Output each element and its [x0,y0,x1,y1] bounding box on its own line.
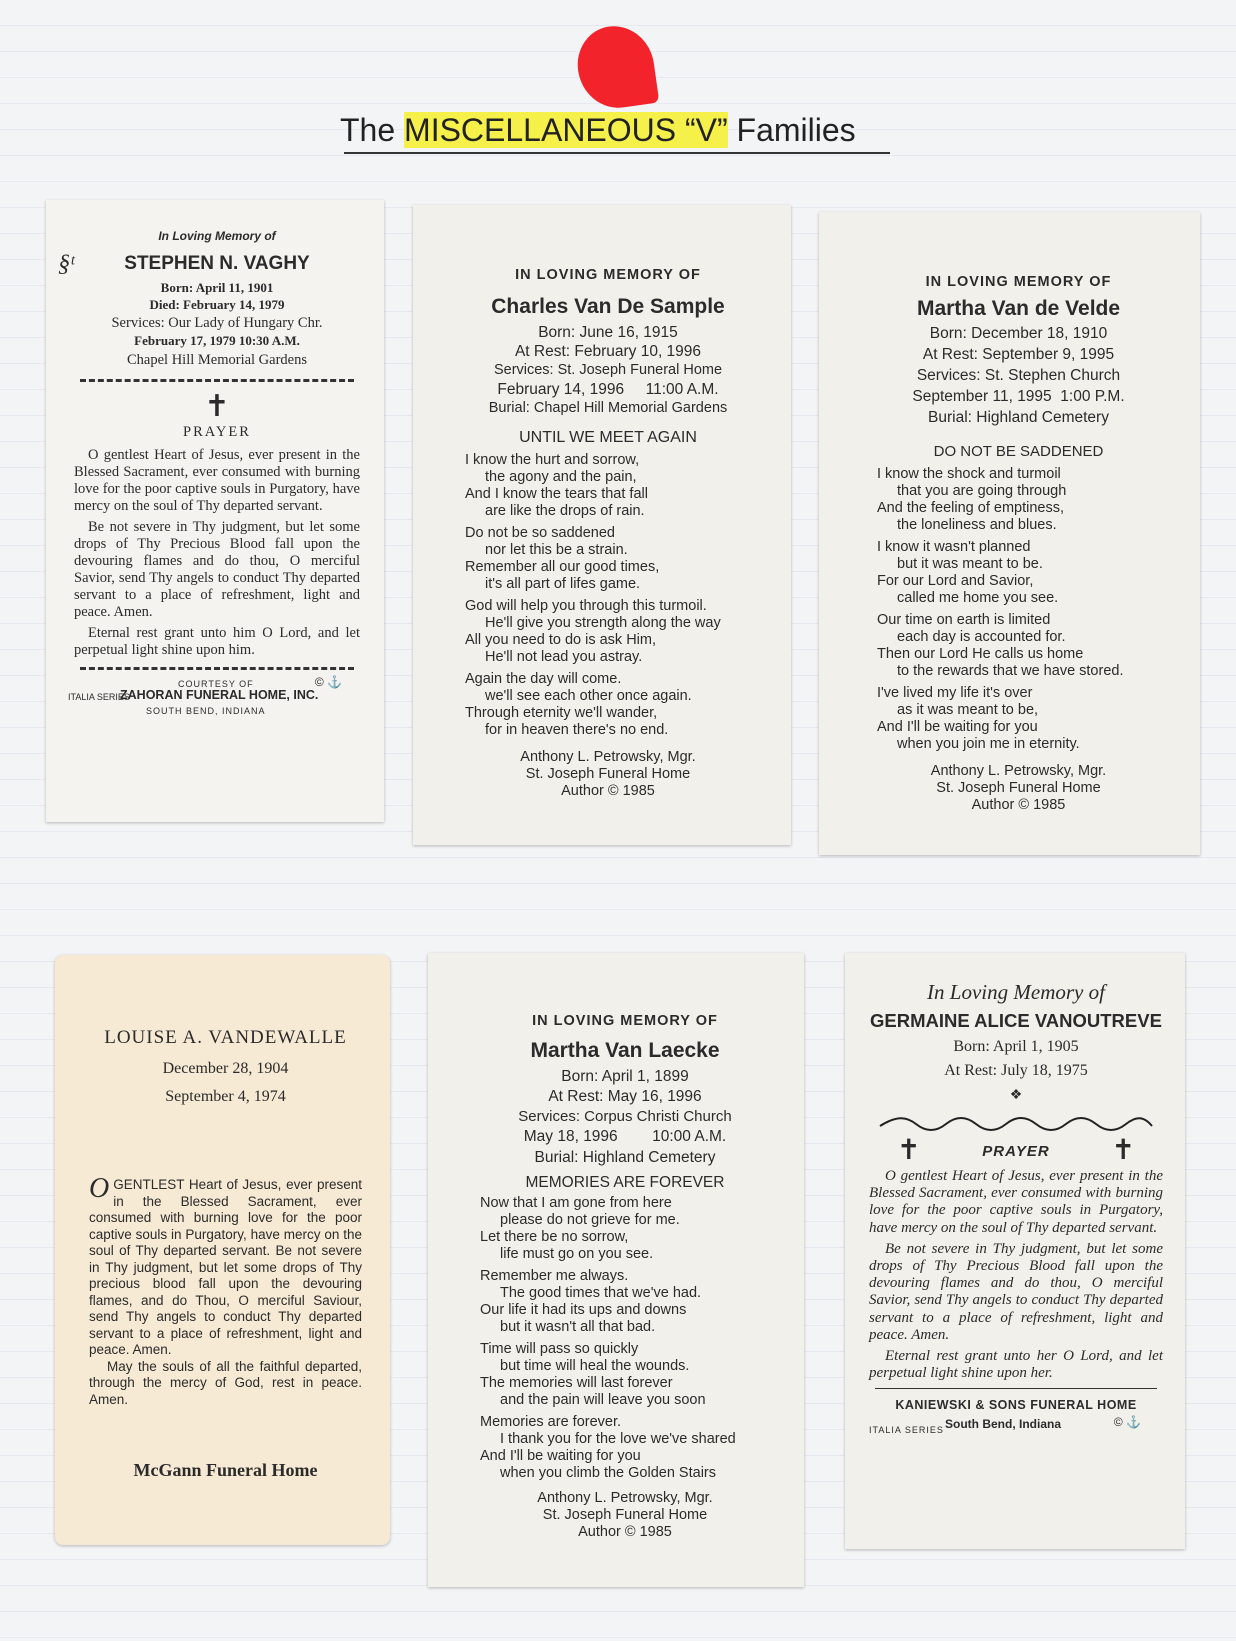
prayer-paragraph: Eternal rest grant unto him O Lord, and let perpetual light shine upon him. [74,625,360,658]
deceased-name: Charles Van De Sample [491,295,725,318]
prayer-title: PRAYER [982,1142,1050,1160]
poem-line: I know the hurt and sorrow, [465,452,640,468]
dashed-divider [80,379,354,382]
poem-stanza [877,466,1160,534]
poem-stanza [465,525,751,593]
deceased-name: LOUISE A. VANDEWALLE [104,1027,347,1048]
poem-stanza [877,539,1160,607]
services: Services: St. Joseph Funeral Home [493,362,723,378]
service-time: May 18, 1996 10:00 A.M. [523,1128,727,1145]
divider-line [875,1388,1157,1389]
poem-stanza [877,685,1160,753]
memory-heading: In Loving Memory of [158,229,276,243]
prayer-paragraph: Be not severe in Thy judgment, but let some drops of Thy Precious Blood fall upon the devouring flames and do thou, O merciful Savior, send Thy angels to conduct Thy departed servant to a place of refreshment, light and peace. Amen. [74,519,360,620]
poem-title: UNTIL WE MEET AGAIN [519,429,697,446]
location: South Bend, Indiana [945,1417,1061,1432]
poem-line: please do not grieve for me. [500,1212,680,1228]
poem-line: and the pain will leave you soon [500,1392,706,1408]
poem-line: Let there be no sorrow, [480,1229,629,1245]
services: Services: Our Lady of Hungary Chr. [111,315,323,331]
rest-date: At Rest: February 10, 1996 [514,343,702,360]
service-time: September 11, 1995 1:00 P.M. [912,388,1125,405]
poem-line: each day is accounted for. [897,629,1066,645]
prayer-title: PRAYER [183,424,251,440]
burial: Burial: Highland Cemetery [928,409,1109,426]
poem-line: I know it wasn't planned [877,539,1031,555]
poem-line: Remember me always. [480,1268,629,1284]
cross-icon: ✝ [204,390,230,423]
location: SOUTH BEND, INDIANA [146,706,266,716]
memorial-card-van-laecke [428,953,804,1587]
deceased-name: Martha Van Laecke [530,1039,720,1062]
poem-stanza [465,671,751,739]
author: Anthony L. Petrowsky, Mgr. [930,763,1107,779]
poem-line: we'll see each other once again. [485,688,692,704]
poem-line: I thank you for the love we've shared [500,1431,736,1447]
author: Anthony L. Petrowsky, Mgr. [520,749,696,765]
died-date: September 4, 1974 [165,1088,286,1105]
poem-line: And I'll be waiting for you [480,1448,641,1464]
poem-line: to the rewards that we have stored. [897,663,1124,679]
title-underline [344,152,890,154]
deceased-name: STEPHEN N. VAGHY [124,253,310,274]
prayer-paragraph: Be not severe in Thy judgment, but let some drops of Thy Precious Blood fall upon the devouring flames and do thou, O merciful Savior, send Thy angels to conduct Thy departed servant to a place of refreshment, light and peace. Amen. [869,1240,1163,1343]
poem-stanza [480,1341,770,1409]
burial: Chapel Hill Memorial Gardens [127,352,307,368]
funeral-home: St. Joseph Funeral Home [525,766,691,782]
copyright: Author © 1985 [561,783,655,799]
born-date: Born: December 18, 1910 [929,325,1108,342]
poem-stanza [465,598,751,666]
poem-line: the loneliness and blues. [897,517,1057,533]
poem-line: He'll not lead you astray. [485,649,643,665]
title-highlight: MISCELLANEOUS “V” [404,112,728,148]
poem-line: Our time on earth is limited [877,612,1051,628]
burial: Burial: Highland Cemetery [534,1149,716,1166]
poem-line: God will help you through this turmoil. [465,598,707,614]
poem-line: but time will heal the wounds. [500,1358,690,1374]
born-date: December 28, 1904 [162,1060,289,1077]
poem-stanza [465,452,751,520]
poem-line: but it wasn't all that bad. [500,1319,656,1335]
born-date: Born: April 11, 1901 [160,280,274,295]
funeral-home: St. Joseph Funeral Home [542,1507,708,1523]
poem-line: Time will pass so quickly [480,1341,639,1357]
memory-heading: IN LOVING MEMORY OF [515,267,701,283]
service-time: February 14, 1996 11:00 A.M. [497,381,719,398]
poem-line: but it was meant to be. [897,556,1043,572]
poem-line: Memories are forever. [480,1414,622,1430]
poem-line: Then our Lord He calls us home [877,646,1084,662]
cross-icon: ✝ [897,1135,921,1166]
title-prefix: The [340,112,405,148]
born-date: Born: April 1, 1899 [561,1068,689,1085]
poem-line: For our Lord and Savior, [877,573,1034,589]
poem-line: The memories will last forever [480,1375,673,1391]
poem-line: when you climb the Golden Stairs [500,1465,716,1481]
memorial-card-vaghy [46,200,384,822]
cross-icon: ✝ [1111,1135,1135,1166]
poem-line: for in heaven there's no end. [485,722,669,738]
page-title [340,112,900,149]
poem-line: as it was meant to be, [897,702,1039,718]
poem-line: it's all part of lifes game. [485,576,641,592]
poem-line: All you need to do is ask Him, [465,632,657,648]
poem-line: And the feeling of emptiness, [877,500,1065,516]
prayer-paragraph: O gentlest Heart of Jesus, ever present in the Blessed Sacrament, ever consumed with burning love for the poor captive souls in Purgatory, have mercy on the soul of Thy departed servant. [869,1168,1163,1236]
ornament-icon: ❖ [1009,1088,1023,1103]
rest-date: At Rest: September 9, 1995 [922,346,1115,363]
rest-date: At Rest: July 18, 1975 [944,1062,1088,1079]
services: Services: St. Stephen Church [916,367,1121,384]
service-time: February 17, 1979 10:30 A.M. [134,333,300,348]
poem-line: Our life it had its ups and downs [480,1302,687,1318]
funeral-home: KANIEWSKI & SONS FUNERAL HOME [895,1398,1137,1413]
red-tab-sticker [573,21,660,113]
prayer-paragraph [89,1173,362,1359]
poem-line: life must go on you see. [500,1246,654,1262]
prayer-paragraph: Eternal rest grant unto her O Lord, and let perpetual light shine upon her. [869,1348,1163,1382]
poem-line: are like the drops of rain. [485,503,645,519]
poem-line: called me home you see. [897,590,1059,606]
copyright-mark: © ⚓ [314,675,342,689]
copyright: Author © 1985 [971,797,1066,813]
courtesy-label: COURTESY OF [178,679,254,689]
born-date: Born: April 1, 1905 [953,1038,1079,1055]
poem-stanza [877,612,1160,680]
poem-line: The good times that we've had. [500,1285,702,1301]
prayer-text: GENTLEST Heart of Jesus, ever present in the Blessed Sacrament, ever consumed with burning love for the poor captive souls in Purgatory, have mercy on the soul of Thy departed servant. Be not severe in Thy judgment, but let some drops of Thy precious blood fall upon the devouring flames, and do Thou, O merciful Saviour, send Thy angels to conduct Thy departed servant to a place of refreshment, light and peace. Amen. [89,1177,362,1357]
poem-stanza [480,1268,770,1336]
poem-line: He'll give you strength along the way [485,615,721,631]
scroll-ornament [876,1114,1156,1134]
died-date: Died: February 14, 1979 [149,297,285,312]
poem-line: Again the day will come. [465,671,622,687]
memorial-card-van-de-velde [819,212,1200,855]
poem-line: when you join me in eternity. [897,736,1080,752]
memory-heading: IN LOVING MEMORY OF [925,274,1112,290]
poem-line: that you are going through [897,483,1067,499]
poem-line: I've lived my life it's over [877,685,1033,701]
poem-stanza [480,1195,770,1263]
author: Anthony L. Petrowsky, Mgr. [537,1490,713,1506]
memory-heading: In Loving Memory of [927,980,1105,1004]
copyright: Author © 1985 [578,1524,672,1540]
memorial-card-van-de-sample [413,205,791,845]
memorial-card-vanoutreve [845,953,1185,1549]
prayer-paragraph: May the souls of all the faithful departed, through the mercy of God, rest in peace. Amen. [89,1358,362,1407]
poem-title: MEMORIES ARE FOREVER [525,1174,725,1191]
prayer-paragraph: O gentlest Heart of Jesus, ever present in the Blessed Sacrament, ever consumed with burning love for the poor captive souls in Purgatory, have mercy on the soul of Thy departed servant. [74,447,360,514]
poem-line: I know the shock and turmoil [877,466,1061,482]
funeral-home: St. Joseph Funeral Home [936,780,1101,796]
poem-line: And I'll be waiting for you [877,719,1038,735]
poem-line: the agony and the pain, [485,469,637,485]
poem-line: Through eternity we'll wander, [465,705,658,721]
italia-series-label: ITALIA SERIES [68,692,130,702]
dashed-divider [80,667,354,670]
title-suffix: Families [727,112,856,148]
burial: Burial: Chapel Hill Memorial Gardens [488,400,728,416]
poem-title: DO NOT BE SADDENED [933,443,1104,460]
memory-heading: IN LOVING MEMORY OF [532,1013,718,1029]
deceased-name: GERMAINE ALICE VANOUTREVE [870,1010,1162,1031]
services: Services: Corpus Christi Church [518,1108,732,1125]
deceased-name: Martha Van de Velde [916,297,1121,320]
poem-line: Now that I am gone from here [480,1195,672,1211]
poem-stanza [480,1414,770,1482]
poem-line: Do not be so saddened [465,525,615,541]
poem-line: And I know the tears that fall [465,486,648,502]
poem-line: Remember all our good times, [465,559,660,575]
italia-series-label: ITALIA SERIES [869,1425,944,1436]
drop-cap: O [89,1173,110,1204]
born-date: Born: June 16, 1915 [538,324,678,341]
copyright-mark: © ⚓ [1113,1415,1141,1430]
poem-line: nor let this be a strain. [485,542,628,558]
funeral-home: ZAHORAN FUNERAL HOME, INC. [120,688,319,702]
funeral-home: McGann Funeral Home [133,1460,318,1480]
memorial-card-vandewalle [55,955,390,1545]
rest-date: At Rest: May 16, 1996 [548,1088,702,1105]
handwritten-mark: §ᵗ [58,251,75,277]
